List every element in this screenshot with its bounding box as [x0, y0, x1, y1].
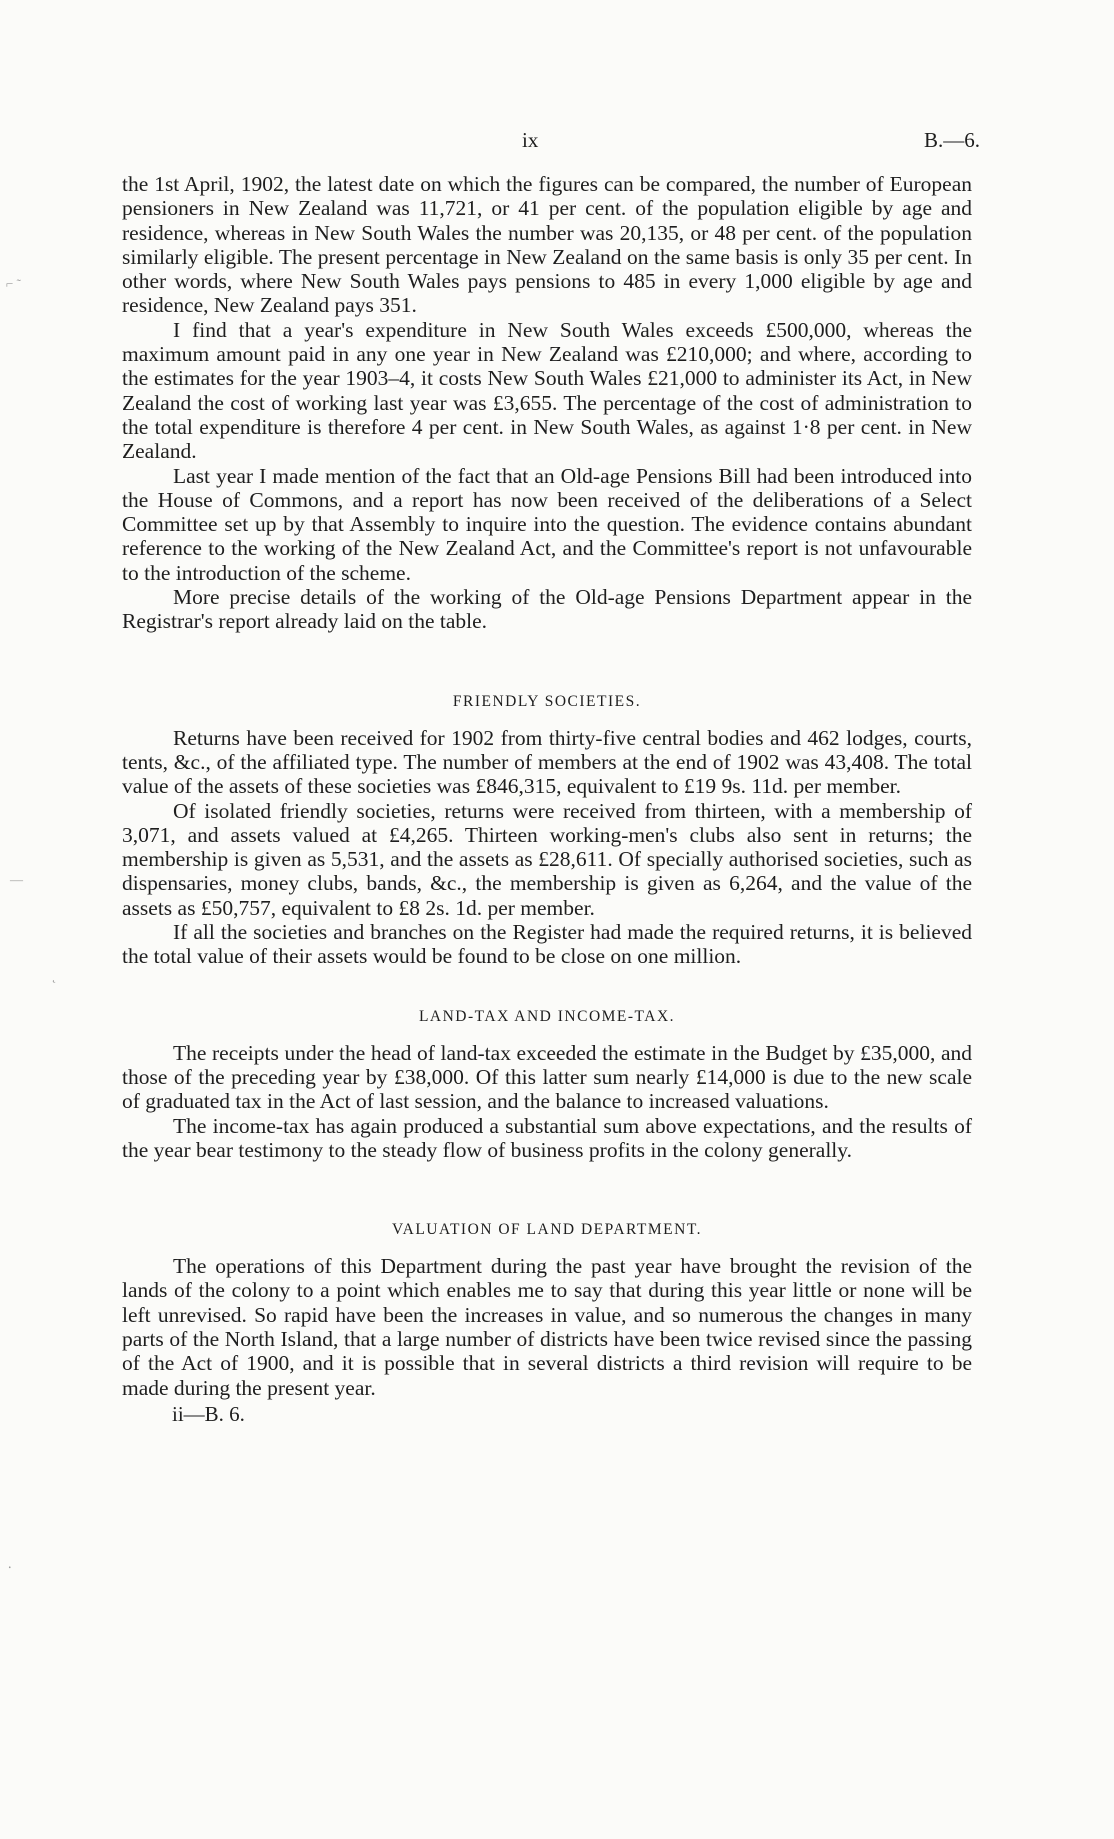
document-body — [122, 172, 972, 1426]
paragraph: I find that a year's expenditure in New South Wales exceeds £500,000, whereas the maximum amount paid in any one year in New Zealand was £210,000; and where, according to the estimates for the year 1903–4, it costs New South Wales £21,000 to administer its Act, in New Zealand the cost of working last year was £3,655. The percentage of the cost of administration to the total expenditure is therefore 4 per cent. in New South Wales, as against 1·8 per cent. in New Zealand. — [122, 317, 972, 464]
signature-mark: ii—B. 6. — [172, 1401, 245, 1426]
paragraph: More precise details of the working of the Old-age Pensions Department appear in the Registrar's report already laid on the table. — [122, 585, 972, 634]
margin-mark-1: ⌐ ˜ — [6, 276, 21, 291]
margin-mark-4: ⸱ — [8, 1560, 12, 1575]
paragraph: The income-tax has again produced a substantial sum above expectations, and the results of the year bear testimony to the steady flow of business profits in the colony generally. — [122, 1113, 972, 1162]
paragraph: If all the societies and branches on the Register had made the required returns, it is believed the total value of their assets would be found to be close on one million. — [122, 920, 972, 969]
section-heading-valuation: VALUATION OF LAND DEPARTMENT. — [391, 1221, 703, 1239]
paragraph: The receipts under the head of land-tax exceeded the estimate in the Budget by £35,000, and those of the preceding year by £38,000. Of this latter sum nearly £14,000 is due to the new scale of graduated tax in the Act of last session, and the balance to increased valuations. — [122, 1040, 972, 1114]
page-number: ix — [522, 128, 539, 152]
paragraph: Last year I made mention of the fact that an Old-age Pensions Bill had been introduced into the House of Commons, and a report has now been received of the deliberations of a Select Committee set up by that Assembly to inquire into the question. The evidence contains abundant reference to the working of the New Zealand Act, and the Committee's report is not unfavourable to the introduction of the scheme. — [122, 463, 972, 585]
page-header — [122, 128, 980, 158]
paragraph: Of isolated friendly societies, returns were received from thirteen, with a membership of 3,071, and assets valued at £4,265. Thirteen working-men's clubs also sent in returns; the membership is given as 5,531, and the assets as £28,611. Of specially authorised societies, such as dispensaries, money clubs, bands, &c., the membership is given as 6,264, and the value of the assets as £50,757, equivalent to £8 2s. 1d. per member. — [122, 798, 972, 920]
document-reference: B.—6. — [923, 128, 980, 152]
margin-mark-2: — — [10, 872, 23, 887]
paragraph: Returns have been received for 1902 from thirty-five central bodies and 462 lodges, courts, tents, &c., of the affiliated type. The number of members at the end of 1902 was 43,408. The total value of the assets of these societies was £846,315, equivalent to £19 9s. 11d. per member. — [122, 725, 972, 799]
section-heading-friendly-societies: FRIENDLY SOCIETIES. — [452, 692, 642, 710]
section-heading-land-tax: LAND-TAX AND INCOME-TAX. — [418, 1007, 676, 1025]
margin-mark-3: ˛ — [52, 968, 57, 983]
paragraph: The operations of this Department during the past year have brought the revision of the lands of the colony to a point which enables me to say that during this year little or none will be left unrevised. So rapid have been the increases in value, and so numerous the changes in many parts of the North Island, that a large number of districts have been twice revised since the passing of the Act of 1900, and it is possible that in several districts a third revision will require to be made during the present year. — [122, 1254, 972, 1400]
paragraph: the 1st April, 1902, the latest date on which the figures can be compared, the number of European pensioners in New Zealand was 11,721, or 41 per cent. of the population eligible by age and residence, whereas in New South Wales the number was 20,135, or 48 per cent. of the population similarly eligible. The present percentage in New Zealand on the same basis is only 35 per cent. In other words, where New South Wales pays pensions to 485 in every 1,000 eligible by age and residence, New Zealand pays 351. — [122, 172, 972, 318]
